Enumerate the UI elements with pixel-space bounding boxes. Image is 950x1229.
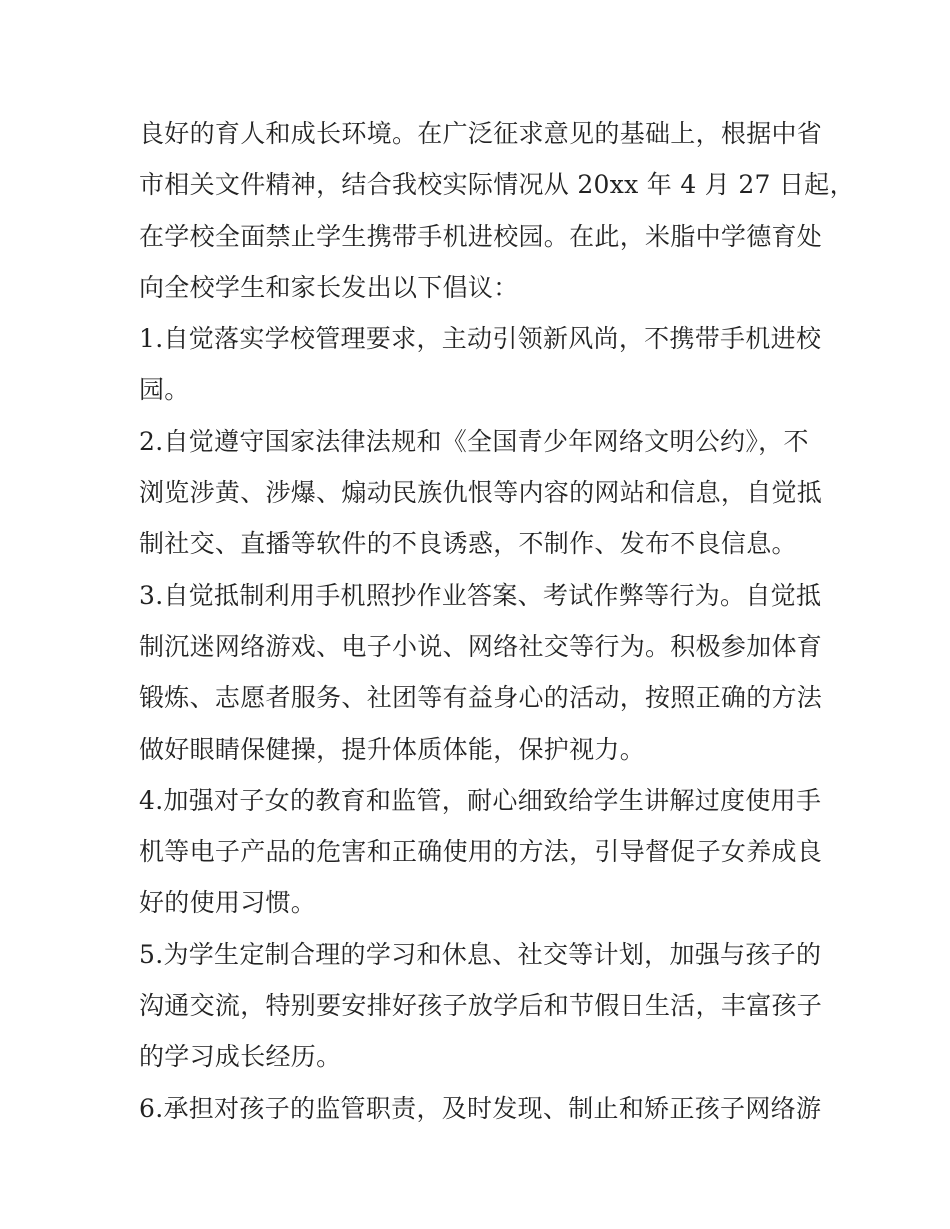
text-line: 园。 [139, 375, 190, 405]
text-line: 在学校全面禁止学生携带手机进校园。在此，米脂中学德育处 [139, 221, 823, 251]
text-line: 的学习成长经历。 [139, 1042, 342, 1072]
text-line: 浏览涉黄、涉爆、煽动民族仇恨等内容的网站和信息，自觉抵 [139, 478, 823, 508]
text-line: 6.承担对孩子的监管职责，及时发现、制止和矫正孩子网络游 [139, 1093, 822, 1123]
text-line: 锻炼、志愿者服务、社团等有益身心的活动，按照正确的方法 [139, 683, 823, 713]
document-body-text [139, 108, 855, 1134]
text-line: 2.自觉遵守国家法律法规和《全国青少年网络文明公约》，不 [139, 426, 809, 456]
text-line: 机等电子产品的危害和正确使用的方法，引导督促子女养成良 [139, 837, 823, 867]
text-line: 5.为学生定制合理的学习和休息、社交等计划，加强与孩子的 [139, 939, 822, 969]
text-line: 好的使用习惯。 [139, 888, 317, 918]
text-line: 制社交、直播等软件的不良诱惑，不制作、发布不良信息。 [139, 529, 797, 559]
text-line: 向全校学生和家长发出以下倡议： [139, 272, 519, 302]
text-line: 4.加强对子女的教育和监管，耐心细致给学生讲解过度使用手 [139, 785, 822, 815]
text-line: 3.自觉抵制利用手机照抄作业答案、考试作弊等行为。自觉抵 [139, 580, 822, 610]
text-line: 良好的育人和成长环境。在广泛征求意见的基础上，根据中省 [139, 119, 823, 148]
text-line: 市相关文件精神，结合我校实际情况从 20xx 年 4 月 27 日起， [139, 170, 855, 200]
text-line: 1.自觉落实学校管理要求，主动引领新风尚，不携带手机进校 [139, 324, 822, 354]
text-line: 制沉迷网络游戏、电子小说、网络社交等行为。积极参加体育 [139, 631, 823, 661]
text-line: 做好眼睛保健操，提升体质体能，保护视力。 [139, 734, 646, 764]
text-line: 沟通交流，特别要安排好孩子放学后和节假日生活，丰富孩子 [139, 991, 823, 1021]
